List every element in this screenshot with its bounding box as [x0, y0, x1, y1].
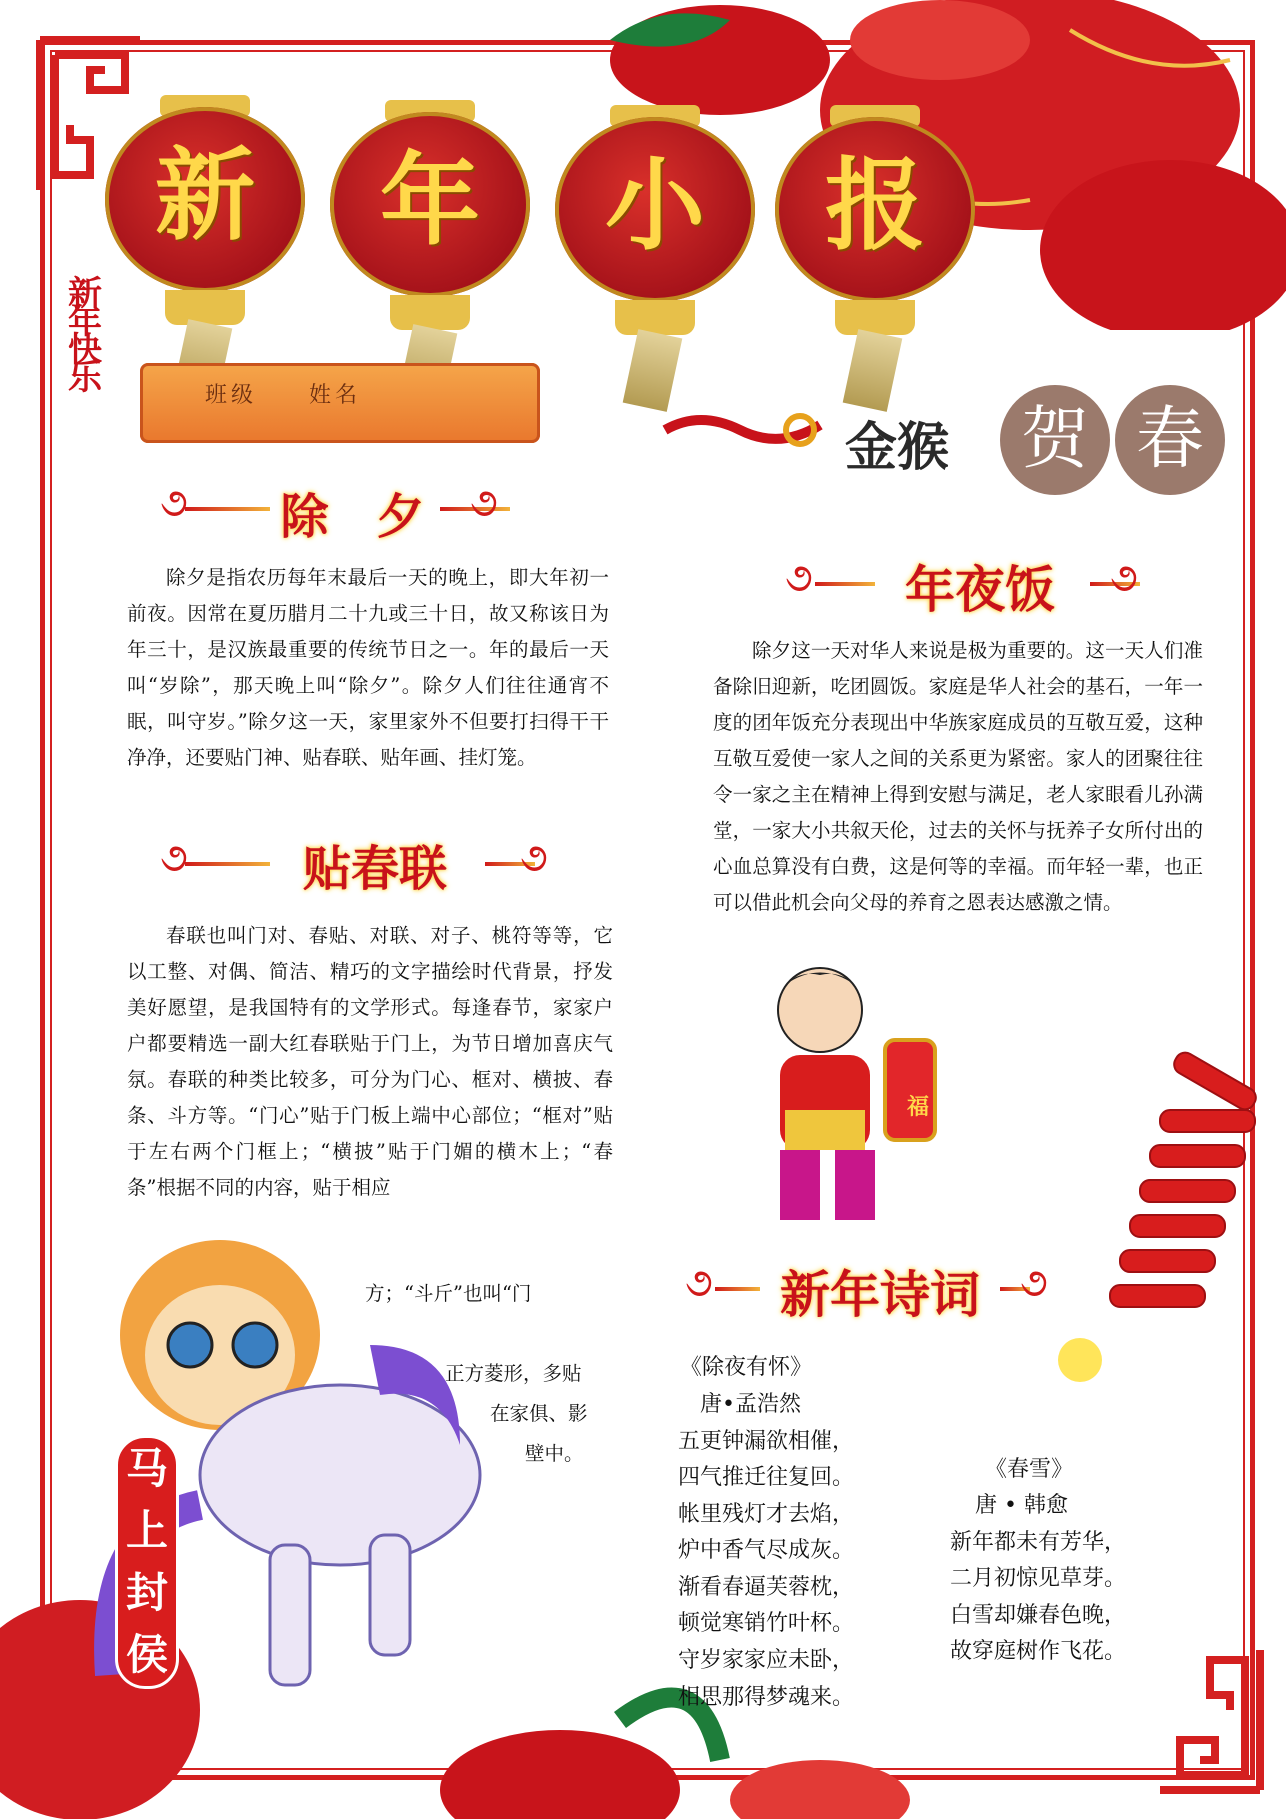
poem1-line-5: 渐看春逼芙蓉枕，	[678, 1575, 855, 1600]
poem2-line-3: 白雪却嫌春色晚，	[950, 1603, 1127, 1628]
heading-ornament-left	[715, 1287, 760, 1291]
nianyefan-text	[713, 633, 1203, 921]
cloud-icon: ૭	[1110, 555, 1138, 601]
lantern-fu-char: 福	[907, 1094, 930, 1120]
chunlian-tail-4: 壁中。	[525, 1442, 584, 1465]
poem1-title: 《除夜有怀》	[680, 1355, 813, 1380]
vertical-badge	[115, 1435, 179, 1689]
monkey-on-horse-illustration	[40, 1225, 500, 1735]
chunlian-tail-2: 正方菱形，多贴	[445, 1362, 582, 1385]
heading-nianyefan: 年夜饭	[905, 560, 1055, 619]
lantern-2	[330, 100, 530, 300]
poem1-line-1: 五更钟漏欲相催，	[678, 1429, 855, 1454]
cloud-icon: ૭	[160, 480, 188, 526]
poem2-line-4: 故穿庭树作飞花。	[950, 1639, 1127, 1664]
vertical-badge-char-3: 封	[125, 1568, 168, 1617]
vertical-badge-char-4: 侯	[125, 1630, 168, 1679]
chuxi-paragraph: 除夕是指农历每年末最后一天的晚上，即大年初一前夜。因常在夏历腊月二十九或三十日，故又称该日为年三十，是汉族最重要的传统节日之一。年的最后一天叫“岁除”，那天晚上叫“除夕”。除夕人们往往通宵不眠，叫守岁。”除夕这一天，家里家外不但要打扫得干干净净，还要贴门神、贴春联、贴年画、挂灯笼。	[127, 566, 609, 769]
poem1-line-3: 帐里残灯才去焰，	[678, 1502, 855, 1527]
poem2-line-2: 二月初惊见草芽。	[950, 1566, 1127, 1591]
heading-ornament-left	[815, 582, 875, 586]
lantern-4	[775, 105, 975, 305]
poem1-line-7: 守岁家家应未卧，	[678, 1648, 855, 1673]
poem1-line-6: 顿觉寒销竹叶杯。	[678, 1611, 855, 1636]
chunlian-tail-1: 方；“斗斤”也叫“门	[365, 1282, 532, 1305]
firecrackers-illustration	[1050, 1050, 1280, 1390]
heading-poems: 新年诗词	[780, 1265, 980, 1324]
lantern-3	[555, 105, 755, 305]
vertical-badge-char-1: 马	[125, 1444, 168, 1493]
vertical-badge-char-2: 上	[125, 1506, 168, 1555]
cloud-icon: ૭	[685, 1260, 713, 1306]
dragon-swirl-icon	[660, 400, 830, 460]
nianyefan-paragraph: 除夕这一天对华人来说是极为重要的。这一天人们准备除旧迎新，吃团圆饭。家庭是华人社会的基石，一年一度的团年饭充分表现出中华族家庭成员的互敬互爱，这种互敬互爱使一家人之间的关系更为紧密。家人的团聚往往令一家之主在精神上得到安慰与满足，老人家眼看儿孙满堂，一家大小共叙天伦，过去的关怀与抚养子女所付出的心血总算没有白费，这是何等的幸福。而年轻一辈，也正可以借此机会向父母的养育之恩表达感激之情。	[713, 639, 1203, 914]
heading-chunlian: 贴春联	[302, 841, 447, 897]
chunlian-tail-3: 在家俱、影	[490, 1402, 588, 1425]
heading-ornament-left	[185, 862, 270, 866]
name-scroll-text: 班级 姓名	[205, 383, 362, 408]
poem1-line-2: 四气推迁往复回。	[678, 1465, 855, 1490]
lantern-1-char: 新	[155, 136, 255, 254]
cloud-icon: ૭	[160, 835, 188, 881]
chunlian-paragraph: 春联也叫门对、春贴、对联、对子、桃符等等，它以工整、对偶、简洁、精巧的文字描绘时代背景，抒发美好愿望，是我国特有的文学形式。每逢春节，家家户户都要精选一副大红春联贴于门上，为节日增加喜庆气氛。春联的种类比较多，可分为门心、框对、横披、春条、斗方等。“门心”贴于门板上端中心部位；“框对”贴于左右两个门框上；“横披”贴于门媚的横木上；“春条”根据不同的内容，贴于相应	[127, 924, 613, 1199]
lantern-3-char: 小	[605, 146, 705, 264]
poem2-author: 唐 • 韩愈	[975, 1493, 1068, 1518]
poem1-author: 唐•孟浩然	[700, 1392, 801, 1417]
lantern-4-char: 报	[825, 146, 925, 264]
cloud-icon: ૭	[1020, 1260, 1048, 1306]
banner-badge-1: 贺	[1000, 385, 1110, 495]
poem1-line-4: 炉中香气尽成灰。	[678, 1538, 855, 1563]
cloud-icon: ૭	[470, 480, 498, 526]
chuxi-text	[127, 560, 609, 776]
heading-chuxi: 除 夕	[280, 489, 425, 545]
poem1-line-8: 相思那得梦魂来。	[678, 1685, 855, 1710]
chunlian-text	[127, 918, 613, 1206]
banner-prefix: 金猴	[845, 417, 950, 478]
poem2-title: 《春雪》	[985, 1457, 1074, 1482]
banner-badge-2: 春	[1115, 385, 1225, 495]
cloud-icon: ૭	[520, 835, 548, 881]
heading-ornament-left	[185, 507, 270, 511]
side-stamp: 新年快乐	[68, 274, 102, 398]
poem2-line-1: 新年都未有芳华，	[950, 1530, 1127, 1555]
corner-fret-bottom-right	[1150, 1640, 1270, 1800]
cloud-icon: ૭	[785, 555, 813, 601]
lantern-1	[105, 95, 305, 295]
lantern-2-char: 年	[380, 141, 480, 259]
